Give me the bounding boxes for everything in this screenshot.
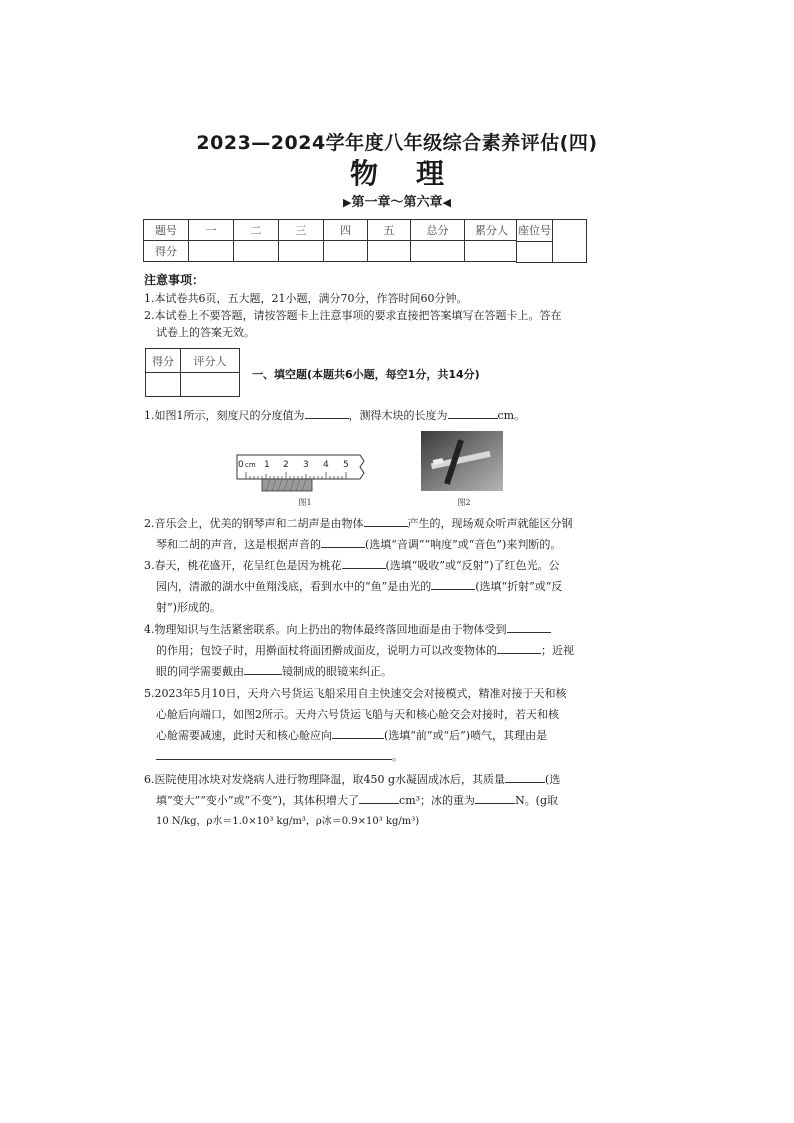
question-3-line2 — [156, 576, 611, 597]
q3-text-d: (选填“折射”或“反 — [475, 580, 563, 593]
q3-blank-1[interactable] — [342, 556, 386, 569]
ruler-label-3: 3 — [303, 460, 309, 470]
q6-text-d: cm³；冰的重为 — [399, 794, 476, 807]
grader-cell — [146, 373, 181, 397]
ruler-label-5: 5 — [343, 460, 349, 470]
score-header-cell: 总分 — [411, 220, 465, 241]
q3-text-a: 3.春天，桃花盛开，花呈红色是因为桃花 — [144, 559, 342, 572]
figure-2-photo — [421, 431, 503, 491]
exam-title: 2023—2024学年度八年级综合素养评估(四) — [196, 132, 598, 154]
question-2-line2 — [156, 534, 611, 555]
q6-text-b: (选 — [545, 773, 561, 786]
score-header-cell: 三 — [279, 220, 324, 241]
ruler-label-1: 1 — [264, 460, 270, 470]
question-3-line3: 射”)形成的。 — [156, 601, 221, 614]
q4-text-d: 眼的同学需要戴由 — [156, 665, 244, 678]
notice-item-2-line2: 试卷上的答案无效。 — [156, 326, 255, 339]
score-cell — [368, 241, 411, 262]
question-4-line2 — [156, 640, 611, 661]
figure-1-caption: 图1 — [298, 498, 312, 507]
notice-item-1: 1.本试卷共6页，五大题，21小题，满分70分，作答时间60分钟。 — [144, 292, 468, 305]
score-cell — [189, 241, 234, 262]
q1-blank-1[interactable] — [305, 406, 349, 419]
q6-blank-1[interactable] — [505, 770, 545, 783]
question-2 — [144, 513, 599, 534]
q5-text-e: 。 — [392, 750, 403, 763]
score-table — [143, 219, 519, 262]
q2-text-c: 琴和二胡的声音，这是根据声音的 — [156, 538, 321, 551]
grader-cell — [181, 373, 240, 397]
score-cell — [465, 241, 519, 262]
question-6-line3: 10 N/kg，ρ水＝1.0×10³ kg/m³，ρ冰＝0.9×10³ kg/m³) — [156, 816, 420, 827]
q4-text-c: ；近视 — [541, 644, 574, 657]
figure-2-caption: 图2 — [457, 498, 471, 507]
score-header-cell: 二 — [234, 220, 279, 241]
seat-label: 座位号 — [517, 220, 553, 242]
q2-text-d: (选填“音调”“响度”或“音色”)来判断的。 — [365, 538, 562, 551]
q4-blank-1[interactable] — [507, 620, 551, 633]
notice-heading: 注意事项： — [144, 273, 205, 287]
q4-text-a: 4.物理知识与生活紧密联系。向上扔出的物体最终落回地面是由于物体受到 — [144, 623, 507, 636]
question-3 — [144, 555, 599, 576]
question-1 — [144, 405, 599, 426]
q6-text-a: 6.医院使用冰块对发烧病人进行物理降温，取450 g水凝固成冰后，其质量 — [144, 773, 506, 786]
section-heading: 一、填空题(本题共6小题，每空1分，共14分) — [252, 368, 480, 381]
q5-blank-2[interactable] — [156, 747, 392, 760]
seat-divider — [552, 220, 553, 262]
ruler-label-4: 4 — [323, 460, 329, 470]
q1-text-b: ，测得木块的长度为 — [348, 409, 448, 422]
question-5-line4 — [156, 746, 611, 767]
q1-blank-2[interactable] — [448, 406, 498, 419]
q4-blank-2[interactable] — [497, 641, 541, 654]
question-5: 5.2023年5月10日，天舟六号货运飞船采用自主快速交会对接模式，精准对接于天和核 — [144, 687, 567, 700]
grader-header-grader: 评分人 — [181, 349, 240, 373]
chapter-range-text: 第一章～第六章 — [351, 195, 443, 210]
grader-header-score: 得分 — [146, 349, 181, 373]
score-header-cell: 一 — [189, 220, 234, 241]
question-6-line2 — [156, 790, 611, 811]
score-header-cell: 累分人 — [465, 220, 519, 241]
q6-text-e: N。(g取 — [515, 794, 559, 807]
notice-item-2-line1: 2.本试卷上不要答题，请按答题卡上注意事项的要求直接把答案填写在答题卡上。答在 — [144, 309, 562, 322]
score-cell — [411, 241, 465, 262]
question-5-line2: 心舱后向端口，如图2所示。天舟六号货运飞船与天和核心舱交会对接时，若天和核 — [156, 708, 559, 721]
score-header-cell: 五 — [368, 220, 411, 241]
q6-text-c: 填“变大”“变小”或“不变”)，其体积增大了 — [156, 794, 360, 807]
score-row-label: 得分 — [144, 241, 189, 262]
score-header-cell: 题号 — [144, 220, 189, 241]
q4-text-b: 的作用；包饺子时，用擀面杖将面团擀成面皮，说明力可以改变物体的 — [156, 644, 497, 657]
figure-1-ruler — [236, 453, 368, 493]
triangle-left-icon: ◀ — [442, 196, 451, 209]
q1-text-c: cm。 — [497, 409, 526, 422]
q2-blank-2[interactable] — [321, 535, 365, 548]
q4-blank-3[interactable] — [244, 662, 282, 675]
score-cell — [279, 241, 324, 262]
ruler-label-2: 2 — [283, 460, 289, 470]
q6-blank-3[interactable] — [475, 791, 515, 804]
q2-text-a: 2.音乐会上，优美的钢琴声和二胡声是由物体 — [144, 517, 364, 530]
q6-blank-2[interactable] — [359, 791, 399, 804]
q2-blank-1[interactable] — [364, 514, 408, 527]
q3-text-b: (选填“吸收”或“反射”)了红色光。公 — [385, 559, 560, 572]
q3-blank-2[interactable] — [431, 577, 475, 590]
subject-title: 物理 — [349, 157, 482, 190]
q1-text-a: 1.如图1所示，刻度尺的分度值为 — [144, 409, 305, 422]
triangle-right-icon: ▶ — [343, 196, 352, 209]
question-4 — [144, 619, 599, 640]
q5-text-d: (选填“前”或“后”)喷气，其理由是 — [384, 729, 548, 742]
question-4-line3 — [156, 661, 611, 682]
score-cell — [234, 241, 279, 262]
q3-text-c: 园内，清澈的湖水中鱼翔浅底，看到水中的“鱼”是由光的 — [156, 580, 432, 593]
ruler-unit: cm — [245, 461, 256, 469]
question-5-line3 — [156, 725, 611, 746]
score-cell — [324, 241, 368, 262]
grader-table — [145, 348, 240, 397]
score-header-cell: 四 — [324, 220, 368, 241]
ruler-label-0: 0 — [238, 460, 244, 470]
question-6 — [144, 769, 599, 790]
q5-blank-1[interactable] — [332, 726, 384, 739]
seat-box — [516, 219, 587, 263]
chapter-range — [0, 191, 794, 210]
q4-text-e: 镜制成的眼镜来纠正。 — [282, 665, 392, 678]
q2-text-b: 产生的，现场观众听声就能区分钢 — [407, 517, 573, 530]
q5-text-c: 心舱需要减速，此时天和核心舱应向 — [156, 729, 332, 742]
